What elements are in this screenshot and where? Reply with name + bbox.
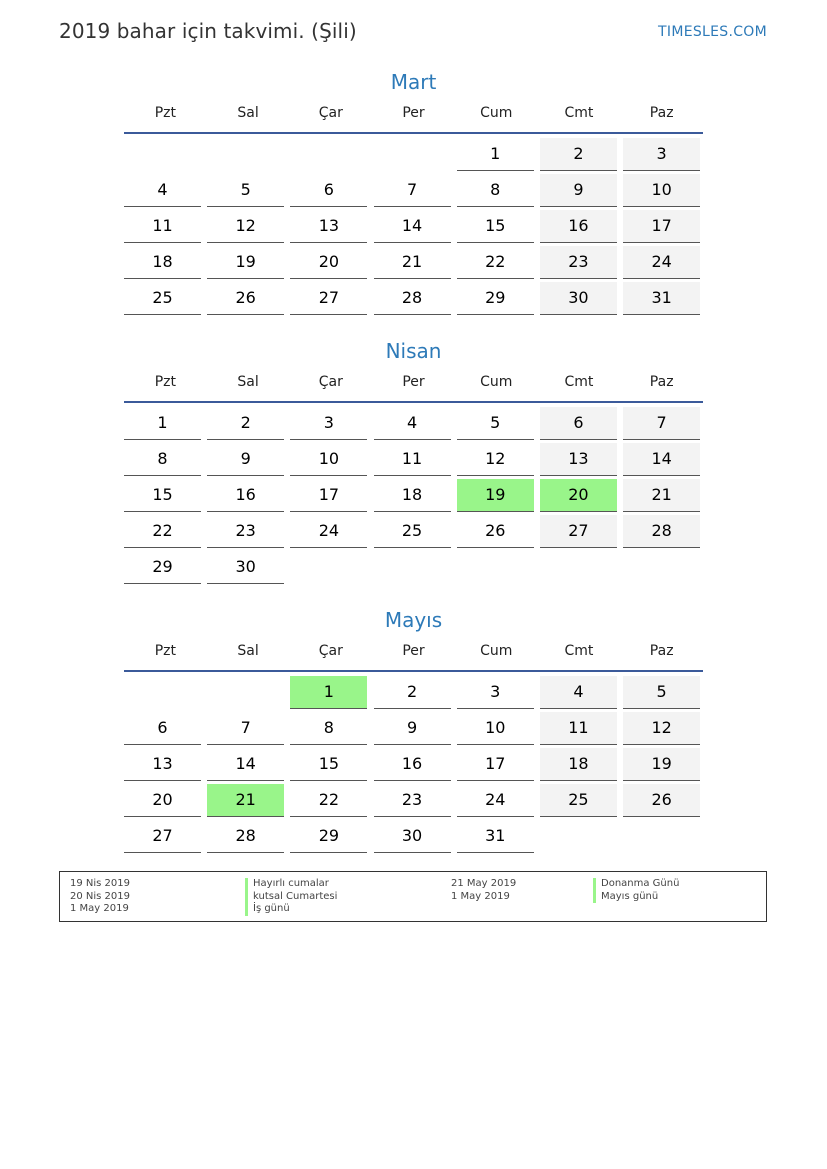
day-cell: 29 xyxy=(457,282,534,315)
empty-day-cell xyxy=(124,676,201,708)
weekday-label: Çar xyxy=(318,105,343,121)
month-block xyxy=(124,68,703,318)
day-cell: 10 xyxy=(457,712,534,745)
month-name: Nisan xyxy=(385,339,442,363)
day-cell: 25 xyxy=(124,282,201,315)
holiday-day-cell: 20 xyxy=(540,479,617,512)
day-cell: 11 xyxy=(540,712,617,745)
weekday-label: Per xyxy=(402,643,425,659)
day-cell: 26 xyxy=(207,282,284,315)
empty-day-cell xyxy=(290,138,367,170)
day-cell: 6 xyxy=(290,174,367,207)
week-row xyxy=(124,712,703,748)
day-cell: 10 xyxy=(290,443,367,476)
day-cell: 23 xyxy=(540,246,617,279)
week-row xyxy=(124,210,703,246)
day-cell: 20 xyxy=(124,784,201,817)
week-row xyxy=(124,407,703,443)
legend-names-col-1 xyxy=(245,878,337,916)
weekday-label: Cmt xyxy=(564,374,594,390)
day-cell: 22 xyxy=(457,246,534,279)
week-row xyxy=(124,282,703,318)
day-cell: 18 xyxy=(124,246,201,279)
empty-day-cell xyxy=(374,138,451,170)
day-cell: 19 xyxy=(623,748,700,781)
day-cell: 15 xyxy=(457,210,534,243)
day-cell: 7 xyxy=(374,174,451,207)
day-cell: 6 xyxy=(540,407,617,440)
day-cell: 4 xyxy=(124,174,201,207)
page-title: 2019 bahar için takvimi. (Şili) xyxy=(59,19,357,43)
legend-dates-col-1 xyxy=(70,878,130,916)
week-row xyxy=(124,443,703,479)
weekday-label: Sal xyxy=(237,105,259,121)
day-cell: 7 xyxy=(207,712,284,745)
day-cell: 2 xyxy=(207,407,284,440)
day-cell: 22 xyxy=(290,784,367,817)
weekday-label: Per xyxy=(402,105,425,121)
day-cell: 28 xyxy=(207,820,284,853)
day-cell: 29 xyxy=(290,820,367,853)
day-cell: 16 xyxy=(207,479,284,512)
weekday-label: Cmt xyxy=(564,105,594,121)
week-row xyxy=(124,246,703,282)
legend-date: 20 Nis 2019 xyxy=(70,890,130,902)
day-cell: 8 xyxy=(290,712,367,745)
legend-holiday-name: kutsal Cumartesi xyxy=(245,891,337,904)
week-row xyxy=(124,174,703,210)
legend-dates-col-2 xyxy=(451,878,516,903)
day-grid xyxy=(124,676,703,856)
day-grid xyxy=(124,407,703,587)
day-cell: 15 xyxy=(290,748,367,781)
month-block xyxy=(124,606,703,856)
day-cell: 15 xyxy=(124,479,201,512)
month-name: Mart xyxy=(390,70,437,94)
weekday-label: Pzt xyxy=(154,643,176,659)
day-cell: 8 xyxy=(124,443,201,476)
day-cell: 21 xyxy=(374,246,451,279)
day-cell: 27 xyxy=(290,282,367,315)
month-name: Mayıs xyxy=(384,608,443,632)
week-row xyxy=(124,479,703,515)
legend-holiday-name: İş günü xyxy=(245,903,337,916)
day-cell: 30 xyxy=(207,551,284,584)
week-row xyxy=(124,748,703,784)
empty-day-cell xyxy=(457,551,534,583)
empty-day-cell xyxy=(623,820,700,852)
day-cell: 2 xyxy=(374,676,451,709)
day-cell: 18 xyxy=(540,748,617,781)
holiday-day-cell: 19 xyxy=(457,479,534,512)
day-cell: 22 xyxy=(124,515,201,548)
legend-names-col-2 xyxy=(593,878,679,903)
weekday-label: Per xyxy=(402,374,425,390)
day-cell: 9 xyxy=(207,443,284,476)
day-cell: 12 xyxy=(207,210,284,243)
weekday-label: Cmt xyxy=(564,643,594,659)
day-cell: 26 xyxy=(457,515,534,548)
day-grid xyxy=(124,138,703,318)
day-cell: 14 xyxy=(374,210,451,243)
day-cell: 28 xyxy=(623,515,700,548)
site-brand[interactable]: TIMESLES.COM xyxy=(658,24,767,40)
day-cell: 12 xyxy=(457,443,534,476)
day-cell: 17 xyxy=(457,748,534,781)
month-block xyxy=(124,337,703,587)
weekday-label: Sal xyxy=(237,643,259,659)
day-cell: 6 xyxy=(124,712,201,745)
weekday-header xyxy=(124,371,703,403)
day-cell: 11 xyxy=(374,443,451,476)
empty-day-cell xyxy=(290,551,367,583)
legend-holiday-name: Hayırlı cumalar xyxy=(245,878,337,891)
legend-date: 19 Nis 2019 xyxy=(70,878,130,889)
weekday-label: Paz xyxy=(649,374,674,390)
week-row xyxy=(124,676,703,712)
day-cell: 3 xyxy=(290,407,367,440)
weekday-label: Cum xyxy=(480,374,513,390)
day-cell: 9 xyxy=(540,174,617,207)
day-cell: 1 xyxy=(124,407,201,440)
day-cell: 31 xyxy=(457,820,534,853)
day-cell: 13 xyxy=(290,210,367,243)
week-row xyxy=(124,820,703,856)
day-cell: 29 xyxy=(124,551,201,584)
day-cell: 14 xyxy=(207,748,284,781)
day-cell: 25 xyxy=(540,784,617,817)
day-cell: 7 xyxy=(623,407,700,440)
legend-date: 1 May 2019 xyxy=(451,890,510,902)
weekday-header xyxy=(124,640,703,672)
empty-day-cell xyxy=(374,551,451,583)
day-cell: 17 xyxy=(623,210,700,243)
weekday-label: Çar xyxy=(318,643,343,659)
day-cell: 16 xyxy=(374,748,451,781)
day-cell: 31 xyxy=(623,282,700,315)
day-cell: 24 xyxy=(290,515,367,548)
legend-holiday-name: Mayıs günü xyxy=(593,891,679,904)
holiday-day-cell: 1 xyxy=(290,676,367,709)
day-cell: 8 xyxy=(457,174,534,207)
weekday-label: Cum xyxy=(480,643,513,659)
week-row xyxy=(124,784,703,820)
weekday-label: Cum xyxy=(480,105,513,121)
day-cell: 21 xyxy=(623,479,700,512)
holiday-legend xyxy=(59,871,767,922)
day-cell: 13 xyxy=(124,748,201,781)
day-cell: 5 xyxy=(623,676,700,709)
day-cell: 5 xyxy=(457,407,534,440)
day-cell: 11 xyxy=(124,210,201,243)
empty-day-cell xyxy=(207,676,284,708)
day-cell: 3 xyxy=(457,676,534,709)
day-cell: 27 xyxy=(540,515,617,548)
day-cell: 25 xyxy=(374,515,451,548)
day-cell: 23 xyxy=(207,515,284,548)
day-cell: 5 xyxy=(207,174,284,207)
legend-holiday-name: Donanma Günü xyxy=(593,878,679,891)
weekday-label: Sal xyxy=(237,374,259,390)
day-cell: 24 xyxy=(457,784,534,817)
weekday-label: Paz xyxy=(649,105,674,121)
empty-day-cell xyxy=(540,551,617,583)
day-cell: 14 xyxy=(623,443,700,476)
day-cell: 24 xyxy=(623,246,700,279)
week-row xyxy=(124,515,703,551)
day-cell: 1 xyxy=(457,138,534,171)
day-cell: 28 xyxy=(374,282,451,315)
day-cell: 13 xyxy=(540,443,617,476)
weekday-header xyxy=(124,102,703,134)
day-cell: 16 xyxy=(540,210,617,243)
day-cell: 20 xyxy=(290,246,367,279)
day-cell: 4 xyxy=(540,676,617,709)
day-cell: 4 xyxy=(374,407,451,440)
empty-day-cell xyxy=(124,138,201,170)
weekday-label: Pzt xyxy=(154,374,176,390)
empty-day-cell xyxy=(540,820,617,852)
day-cell: 12 xyxy=(623,712,700,745)
day-cell: 10 xyxy=(623,174,700,207)
day-cell: 19 xyxy=(207,246,284,279)
holiday-day-cell: 21 xyxy=(207,784,284,817)
day-cell: 30 xyxy=(374,820,451,853)
day-cell: 17 xyxy=(290,479,367,512)
day-cell: 9 xyxy=(374,712,451,745)
day-cell: 3 xyxy=(623,138,700,171)
day-cell: 27 xyxy=(124,820,201,853)
day-cell: 26 xyxy=(623,784,700,817)
day-cell: 18 xyxy=(374,479,451,512)
day-cell: 23 xyxy=(374,784,451,817)
legend-date: 21 May 2019 xyxy=(451,878,517,889)
empty-day-cell xyxy=(623,551,700,583)
week-row xyxy=(124,138,703,174)
week-row xyxy=(124,551,703,587)
weekday-label: Çar xyxy=(318,374,343,390)
legend-date: 1 May 2019 xyxy=(70,903,129,914)
day-cell: 30 xyxy=(540,282,617,315)
empty-day-cell xyxy=(207,138,284,170)
weekday-label: Paz xyxy=(649,643,674,659)
day-cell: 2 xyxy=(540,138,617,171)
weekday-label: Pzt xyxy=(154,105,176,121)
